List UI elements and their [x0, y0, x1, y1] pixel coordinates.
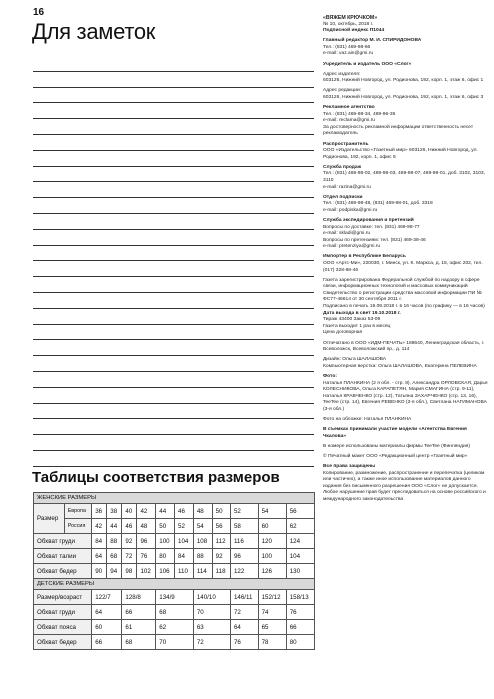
- kids-measure-cell: 72: [193, 635, 230, 650]
- europe-size-cell: 52: [230, 504, 258, 519]
- measure-cell: 96: [137, 534, 156, 549]
- europe-size-cell: 54: [258, 504, 286, 519]
- notes-line: [33, 103, 314, 119]
- kids-measure-cell: 66: [92, 635, 122, 650]
- kids-measure-row: [34, 620, 315, 635]
- notes-line: [33, 182, 314, 198]
- kids-measure-cell: 64: [230, 620, 258, 635]
- rights-title: Все права защищены: [323, 463, 376, 469]
- notes-line: [33, 88, 314, 104]
- notes-line: [33, 72, 314, 88]
- kids-size-cell: 158/13: [286, 590, 314, 605]
- europe-size-cell: 46: [175, 504, 194, 519]
- distributor-title: Распространитель: [323, 141, 369, 147]
- russia-size-cell: 50: [156, 519, 175, 534]
- kids-section-row: [34, 579, 315, 590]
- sales-email: e-mail: razina@gmi.ru: [323, 184, 371, 190]
- importer-title: Импортер в Республике Беларусь: [323, 254, 406, 260]
- measure-cell: 106: [156, 564, 175, 579]
- russia-size-cell: 46: [122, 519, 137, 534]
- kids-size-row: [34, 590, 315, 605]
- measure-cell: 102: [137, 564, 156, 579]
- sales-title: Служба продаж: [323, 164, 362, 170]
- size-label: Размер: [34, 504, 65, 534]
- subscription-index: Подписной индекс П1044: [323, 28, 385, 34]
- kids-measure-cell: 61: [122, 620, 156, 635]
- issue: № 10, октябрь, 2018 г.: [323, 21, 374, 27]
- subscription-email: e-mail: podpiska@gmi.ru: [323, 207, 378, 213]
- distributor: ООО «Издательство «Газетный мир» 603126, Нижний Новгород, ул. Родионова, 192, корп. 1, офис 5: [323, 148, 478, 160]
- frequency: Газета выходит 1 раз в месяц: [323, 323, 391, 329]
- rights-text: Копирование, размножение, распространение и перепечатка (целиком или частично), а также иное использование материалов данного издания без письменного разрешения ООО «Слог» не допускается. Любое нарушение прав будет преследоваться на основе российского и международного законодательства: [323, 470, 486, 502]
- women-section-header: ЖЕНСКИЕ РАЗМЕРЫ: [34, 493, 315, 504]
- measure-cell: 88: [107, 534, 122, 549]
- measure-cell: 98: [122, 564, 137, 579]
- measure-cell: 68: [107, 549, 122, 564]
- notes-line: [33, 372, 314, 388]
- kids-measure-cell: 80: [286, 635, 314, 650]
- notes-line: [33, 214, 314, 230]
- notes-line: [33, 435, 314, 451]
- europe-size-cell: 44: [156, 504, 175, 519]
- europe-size-cell: 48: [193, 504, 212, 519]
- russia-size-row: [34, 519, 315, 534]
- registration: Газета зарегистрирована Федеральной службой по надзору в сфере связи, информационных технологий и массовых коммуникаций: [323, 277, 480, 290]
- size-table: [33, 492, 315, 650]
- europe-size-cell: 56: [286, 504, 314, 519]
- kids-measure-cell: 63: [193, 620, 230, 635]
- founder: Учредитель и издатель ООО «Слог»: [323, 61, 412, 67]
- kids-measure-cell: 68: [156, 605, 194, 620]
- kids-measure-cell: 60: [92, 620, 122, 635]
- russia-size-cell: 48: [137, 519, 156, 534]
- kids-size-cell: 152/12: [258, 590, 286, 605]
- kids-size-cell: 122/7: [92, 590, 122, 605]
- sales-phones: Тел.: (831) 469-98-02, 469-98-03, 469-98-07, 469-98-01, доб. 3102, 3103, 3110: [323, 171, 485, 183]
- claims-title: Служба экспедирования и претензий: [323, 217, 414, 223]
- notes-line: [33, 151, 314, 167]
- measure-cell: 84: [92, 534, 107, 549]
- women-section-row: [34, 493, 315, 504]
- claims-complaints: Вопросы по претензиям: тел. (831) 469-38-46: [323, 237, 426, 243]
- price: Цена договорная: [323, 330, 363, 336]
- russia-size-cell: 58: [230, 519, 258, 534]
- russia-size-cell: 56: [212, 519, 230, 534]
- ad-disclaimer: За достоверность рекламной информации ответственность несет рекламодатель: [323, 124, 474, 137]
- kids-measure-cell: 68: [122, 635, 156, 650]
- measure-cell: 114: [193, 564, 212, 579]
- kids-size-label: Размер/возраст: [34, 590, 92, 605]
- kids-measure-cell: 66: [122, 605, 156, 620]
- measure-cell: 130: [286, 564, 314, 579]
- kids-size-cell: 140/10: [193, 590, 230, 605]
- russia-size-cell: 54: [193, 519, 212, 534]
- measure-cell: 88: [193, 549, 212, 564]
- kids-measure-cell: 76: [230, 635, 258, 650]
- measure-cell: 118: [212, 564, 230, 579]
- notes-line: [33, 230, 314, 246]
- notes-line: [33, 277, 314, 293]
- women-measure-row: [34, 564, 315, 579]
- kids-measure-cell: 70: [193, 605, 230, 620]
- notes-title: Для заметок: [32, 19, 156, 44]
- kids-size-cell: 128/8: [122, 590, 156, 605]
- russia-size-cell: 62: [286, 519, 314, 534]
- measure-cell: 124: [286, 534, 314, 549]
- publisher-address-title: Адрес издателя:: [323, 71, 361, 77]
- russia-size-cell: 60: [258, 519, 286, 534]
- tables-title: Таблицы соответствия размеров: [32, 469, 280, 486]
- measure-cell: 122: [230, 564, 258, 579]
- photo-title: Фото:: [323, 373, 337, 379]
- russia-size-cell: 42: [92, 519, 107, 534]
- kids-measure-label: Обхват груди: [34, 605, 92, 620]
- women-measure-row: [34, 549, 315, 564]
- europe-size-cell: 50: [212, 504, 230, 519]
- measure-cell: 108: [193, 534, 212, 549]
- measure-cell: 104: [175, 534, 194, 549]
- kids-size-cell: 134/9: [156, 590, 194, 605]
- notes-line: [33, 56, 314, 72]
- editorial-address-title: Адрес редакции:: [323, 88, 362, 94]
- ad-agency-phone: Тел.: (831) 469-98-34, 469-96-36: [323, 111, 396, 117]
- russia-size-cell: 44: [107, 519, 122, 534]
- measure-cell: 94: [107, 564, 122, 579]
- europe-size-row: [34, 504, 315, 519]
- chief-editor: Главный редактор М. И. СПИРИДОНОВА: [323, 38, 422, 44]
- layout-designers: Компьютерная верстка: Ольга ШАЛАШОВА, Екатерина ПЕЛЕВИНА: [323, 363, 477, 369]
- notes-line: [33, 119, 314, 135]
- russia-size-cell: 52: [175, 519, 194, 534]
- measure-label: Обхват бедер: [34, 564, 92, 579]
- chief-editor-email: e-mail: vaz.ain@gmi.ru: [323, 51, 374, 57]
- circulation: Тираж 43400 Заказ 53-09: [323, 317, 381, 323]
- magazine-name: «ВЯЖЕМ КРЮЧКОМ»: [323, 15, 378, 21]
- subscription-phones: Тел.: (831) 469-98-48, (831) 469-98-01, доб. 3318: [323, 201, 433, 207]
- notes-lines: [33, 56, 314, 467]
- kids-measure-cell: 65: [258, 620, 286, 635]
- measure-cell: 110: [175, 564, 194, 579]
- imprint-column: [323, 15, 489, 507]
- claims-delivery-email: e-mail: skladi@gmi.ru: [323, 231, 371, 237]
- brand-note: © Печатный макет ООО «Редакционный центр «Газетный мир»: [323, 453, 468, 459]
- printing: Отпечатано в ООО «ИДМ-ПЕЧАТЬ» 188640, Ленинградская область, г. Всеволожск, Всеволожский пр., д. 114: [323, 340, 485, 353]
- designer: Дизайн: Ольга ШАЛАШОВА: [323, 357, 387, 363]
- notes-line: [33, 198, 314, 214]
- measure-cell: 112: [212, 534, 230, 549]
- notes-line: [33, 340, 314, 356]
- measure-cell: 126: [258, 564, 286, 579]
- kids-measure-cell: 76: [286, 605, 314, 620]
- notes-line: [33, 309, 314, 325]
- measure-cell: 64: [92, 549, 107, 564]
- measure-cell: 100: [258, 549, 286, 564]
- notes-line: [33, 261, 314, 277]
- measure-cell: 90: [92, 564, 107, 579]
- notes-line: [33, 419, 314, 435]
- measure-label: Обхват груди: [34, 534, 92, 549]
- cover-photo: Фото на обложке: Наталья ПЛАНКИНА: [323, 416, 412, 422]
- kids-section-header: ДЕТСКИЕ РАЗМЕРЫ: [34, 579, 315, 590]
- measure-cell: 92: [212, 549, 230, 564]
- kids-measure-cell: 62: [156, 620, 194, 635]
- claims-complaints-email: e-mail: pretenziya@gmi.ru: [323, 244, 381, 250]
- measure-cell: 76: [137, 549, 156, 564]
- russia-label: Россия: [64, 519, 92, 534]
- notes-line: [33, 451, 314, 467]
- kids-measure-row: [34, 635, 315, 650]
- kids-measure-label: Обхват пояса: [34, 620, 92, 635]
- kids-measure-cell: 70: [156, 635, 194, 650]
- kids-size-cell: 146/11: [230, 590, 258, 605]
- europe-label: Европа: [64, 504, 92, 519]
- notes-line: [33, 167, 314, 183]
- measure-cell: 72: [122, 549, 137, 564]
- notes-line: [33, 388, 314, 404]
- europe-size-cell: 38: [107, 504, 122, 519]
- notes-line: [33, 325, 314, 341]
- kids-measure-cell: 64: [92, 605, 122, 620]
- claims-delivery: Вопросы по доставке: тел. (831) 469-98-77: [323, 224, 420, 230]
- measure-cell: 100: [156, 534, 175, 549]
- notes-line: [33, 356, 314, 372]
- certificate: Свидетельство о регистрации средства массовой информации ПИ № ФС77-46614 от 30 сентября 2011 г.: [323, 290, 482, 303]
- publisher-address: 603126, Нижний Новгород, ул. Родионова, 192, корп. 1, этаж 6, офис 1: [323, 78, 484, 84]
- materials-note: В номере использованы материалы фирмы TeeTee (Финляндия): [323, 443, 470, 449]
- notes-line: [33, 246, 314, 262]
- europe-size-cell: 42: [137, 504, 156, 519]
- kids-measure-cell: 74: [258, 605, 286, 620]
- measure-cell: 80: [156, 549, 175, 564]
- shoot-note: В съемках принимали участие модели «Агентства Евгения Чкалова»: [323, 427, 467, 439]
- signed-print: Подписано в печать 19.09.2018 г. в 16 часов (по графику — в 16 часов): [323, 304, 485, 310]
- measure-cell: 92: [122, 534, 137, 549]
- ad-agency-title: Рекламное агентство: [323, 105, 375, 111]
- importer: ООО «Артс-Ми», 220030, г. Минск, ул. К. Маркса, д. 15, офис 202, тел. (017) 328-68-46: [323, 261, 483, 273]
- notes-line: [33, 404, 314, 420]
- measure-cell: 104: [286, 549, 314, 564]
- editorial-address: 603126, Нижний Новгород, ул. Родионова, 192, корп. 1, этаж 6, офис 3: [323, 94, 484, 100]
- europe-size-cell: 40: [122, 504, 137, 519]
- measure-cell: 116: [230, 534, 258, 549]
- measure-cell: 96: [230, 549, 258, 564]
- kids-measure-label: Обхват бедер: [34, 635, 92, 650]
- kids-measure-row: [34, 605, 315, 620]
- women-measure-row: [34, 534, 315, 549]
- notes-line: [33, 135, 314, 151]
- measure-cell: 120: [258, 534, 286, 549]
- page-number: 16: [33, 7, 45, 18]
- chief-editor-phone: Тел.: (831) 469-98-66: [323, 44, 371, 50]
- subscription-title: Отдел подписки: [323, 194, 363, 200]
- ad-agency-email: e-mail: reclama@gmi.ru: [323, 118, 375, 124]
- kids-measure-cell: 66: [286, 620, 314, 635]
- kids-measure-cell: 78: [258, 635, 286, 650]
- europe-size-cell: 36: [92, 504, 107, 519]
- measure-label: Обхват талии: [34, 549, 92, 564]
- release-date: Дата выхода в свет 19.10.2018 г.: [323, 310, 401, 316]
- measure-cell: 84: [175, 549, 194, 564]
- notes-line: [33, 293, 314, 309]
- photo-credits: Наталья ПЛАНКИНА (2 я обл. - стр. 8), Александра ОРЛОВСКАЯ, Дарья КОЛЕСНИКОВА, Ольга КАРАПЕТЯН, Мария СМАГИНА (стр. 9-11), Наталья КРАВЧЕНКО (стр. 12), Татьяна ЗАХАРЧЕНКО (стр. 13, 16), TeeTee (стр. 14), Евгения РЕВЕНКО (3-я обл.), Светлана НАГИМАНОВА (3-я обл.): [323, 380, 488, 412]
- kids-measure-cell: 72: [230, 605, 258, 620]
